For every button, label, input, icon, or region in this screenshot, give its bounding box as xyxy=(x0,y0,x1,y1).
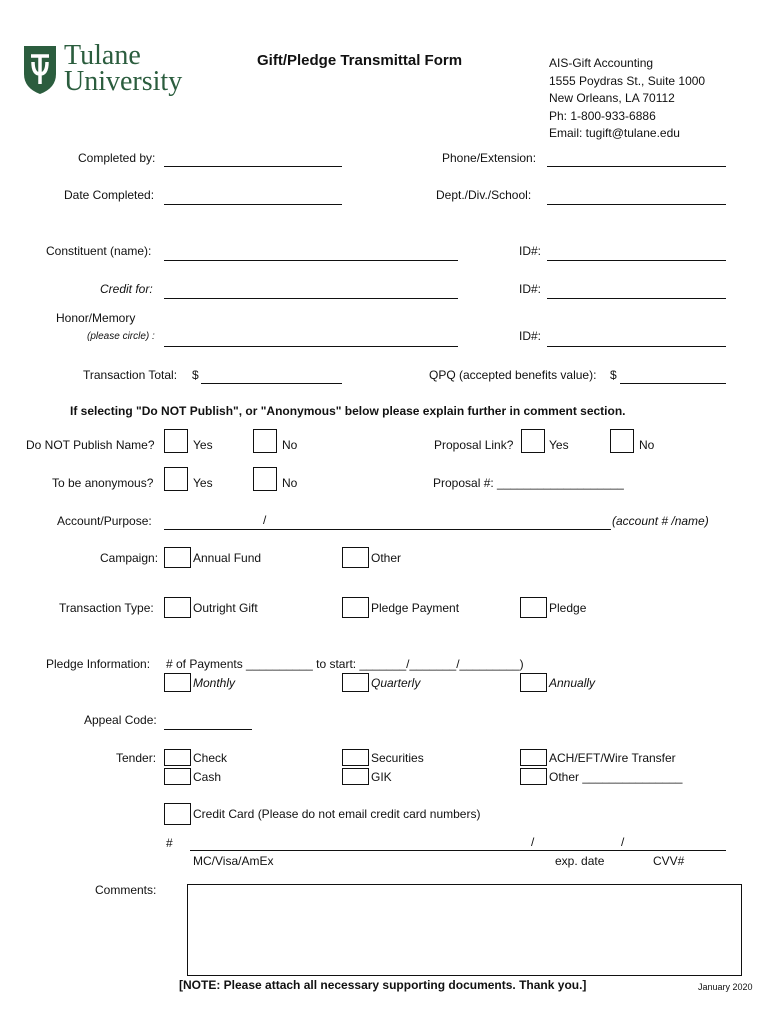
account-purpose-label: Account/Purpose: xyxy=(57,514,152,528)
constituent-field[interactable] xyxy=(164,260,458,261)
annual-fund-label: Annual Fund xyxy=(193,551,262,565)
pledge-payment-checkbox[interactable] xyxy=(342,597,369,618)
pledge-checkbox[interactable] xyxy=(520,597,547,618)
footer-date: January 2020 xyxy=(698,982,753,992)
annually-label: Annually xyxy=(549,676,596,690)
quarterly-checkbox[interactable] xyxy=(342,673,369,692)
qpq-field[interactable] xyxy=(620,383,726,384)
outright-gift-checkbox[interactable] xyxy=(164,597,191,618)
credit-card-label: Credit Card (Please do not email credit card numbers) xyxy=(193,807,481,821)
gik-checkbox[interactable] xyxy=(342,768,369,785)
proposal-link-no-checkbox[interactable] xyxy=(610,429,634,453)
dept-field[interactable] xyxy=(547,204,726,205)
address-block xyxy=(549,55,705,143)
date-completed-field[interactable] xyxy=(164,204,342,205)
tender-other-label: Other _______________ xyxy=(549,770,683,784)
card-slash: / xyxy=(531,835,535,849)
id3-field[interactable] xyxy=(547,346,726,347)
address-line: Ph: 1-800-933-6886 xyxy=(549,108,656,123)
yes-label: Yes xyxy=(549,438,569,452)
do-not-publish-yes-checkbox[interactable] xyxy=(164,429,188,453)
logo-line1: Tulane xyxy=(64,40,141,71)
annually-checkbox[interactable] xyxy=(520,673,547,692)
pledge-payment-label: Pledge Payment xyxy=(371,601,460,615)
card-number-field[interactable] xyxy=(190,850,726,851)
credit-for-label: Credit for: xyxy=(100,282,153,296)
id3-label: ID#: xyxy=(519,329,542,343)
ach-checkbox[interactable] xyxy=(520,749,547,766)
tulane-shield-icon xyxy=(22,44,58,96)
publish-note: If selecting "Do NOT Publish", or "Anonymous" below please explain further in comment section. xyxy=(70,404,626,418)
dollar-sign: $ xyxy=(192,368,199,382)
transaction-total-field[interactable] xyxy=(201,383,342,384)
pledge-label: Pledge xyxy=(549,601,587,615)
do-not-publish-no-checkbox[interactable] xyxy=(253,429,277,453)
check-checkbox[interactable] xyxy=(164,749,191,766)
cash-label: Cash xyxy=(193,770,222,784)
account-slash: / xyxy=(263,513,267,527)
no-label: No xyxy=(282,476,298,490)
honor-memory-field[interactable] xyxy=(164,346,458,347)
id2-field[interactable] xyxy=(547,298,726,299)
constituent-label: Constituent (name): xyxy=(46,244,152,258)
appeal-code-field[interactable] xyxy=(164,729,252,730)
dept-label: Dept./Div./School: xyxy=(436,188,532,202)
phone-extension-field[interactable] xyxy=(547,166,726,167)
cash-checkbox[interactable] xyxy=(164,768,191,785)
transaction-type-label: Transaction Type: xyxy=(59,601,154,615)
credit-for-field[interactable] xyxy=(164,298,458,299)
proposal-number[interactable]: Proposal #: ___________________ xyxy=(433,476,624,490)
anonymous-yes-checkbox[interactable] xyxy=(164,467,188,491)
no-label: No xyxy=(639,438,655,452)
pledge-info-text[interactable]: # of Payments __________ to start: _______/_______/_________) xyxy=(166,657,524,671)
completed-by-label: Completed by: xyxy=(78,151,156,165)
proposal-link-label: Proposal Link? xyxy=(434,438,514,452)
address-line: AIS-Gift Accounting xyxy=(549,56,654,70)
annual-fund-checkbox[interactable] xyxy=(164,547,191,568)
card-brands-label: MC/Visa/AmEx xyxy=(193,854,274,868)
securities-label: Securities xyxy=(371,751,424,765)
monthly-checkbox[interactable] xyxy=(164,673,191,692)
transaction-total-label: Transaction Total: xyxy=(83,368,178,382)
credit-card-checkbox[interactable] xyxy=(164,803,191,825)
id2-label: ID#: xyxy=(519,282,542,296)
proposal-link-yes-checkbox[interactable] xyxy=(521,429,545,453)
yes-label: Yes xyxy=(193,438,213,452)
anonymous-label: To be anonymous? xyxy=(52,476,154,490)
no-label: No xyxy=(282,438,298,452)
date-completed-label: Date Completed: xyxy=(64,188,155,202)
dollar-sign: $ xyxy=(610,368,617,382)
yes-label: Yes xyxy=(193,476,213,490)
id1-label: ID#: xyxy=(519,244,542,258)
comments-box[interactable] xyxy=(187,884,742,976)
gik-label: GIK xyxy=(371,770,392,784)
securities-checkbox[interactable] xyxy=(342,749,369,766)
appeal-code-label: Appeal Code: xyxy=(84,713,157,727)
form-title: Gift/Pledge Transmittal Form xyxy=(257,52,463,69)
anonymous-no-checkbox[interactable] xyxy=(253,467,277,491)
campaign-label: Campaign: xyxy=(100,551,159,565)
id1-field[interactable] xyxy=(547,260,726,261)
logo-line2: University xyxy=(64,66,183,97)
tulane-logo xyxy=(22,40,187,100)
ach-label: ACH/EFT/Wire Transfer xyxy=(549,751,676,765)
address-line: 1555 Poydras St., Suite 1000 xyxy=(549,73,706,88)
pledge-info-label: Pledge Information: xyxy=(46,657,151,671)
address-line: Email: tugift@tulane.edu xyxy=(549,126,680,140)
campaign-other-label: Other xyxy=(371,551,402,565)
card-slash: / xyxy=(621,835,625,849)
honor-memory-label: Honor/Memory xyxy=(56,311,136,325)
campaign-other-checkbox[interactable] xyxy=(342,547,369,568)
address-line: New Orleans, LA 70112 xyxy=(549,91,675,105)
cvv-label: CVV# xyxy=(653,854,685,868)
card-hash: # xyxy=(166,836,173,850)
completed-by-field[interactable] xyxy=(164,166,342,167)
comments-label: Comments: xyxy=(95,883,157,897)
tender-other-checkbox[interactable] xyxy=(520,768,547,785)
footer-note: [NOTE: Please attach all necessary supporting documents. Thank you.] xyxy=(179,978,587,992)
monthly-label: Monthly xyxy=(193,676,236,690)
check-label: Check xyxy=(193,751,228,765)
please-circle-label: (please circle) : xyxy=(87,331,155,342)
do-not-publish-label: Do NOT Publish Name? xyxy=(26,438,155,452)
phone-extension-label: Phone/Extension: xyxy=(442,151,537,165)
quarterly-label: Quarterly xyxy=(371,676,421,690)
account-purpose-field[interactable] xyxy=(164,529,611,530)
account-hint: (account # /name) xyxy=(612,514,709,528)
qpq-label: QPQ (accepted benefits value): xyxy=(429,368,597,382)
exp-date-label: exp. date xyxy=(555,854,605,868)
outright-gift-label: Outright Gift xyxy=(193,601,258,615)
tender-label: Tender: xyxy=(116,751,157,765)
